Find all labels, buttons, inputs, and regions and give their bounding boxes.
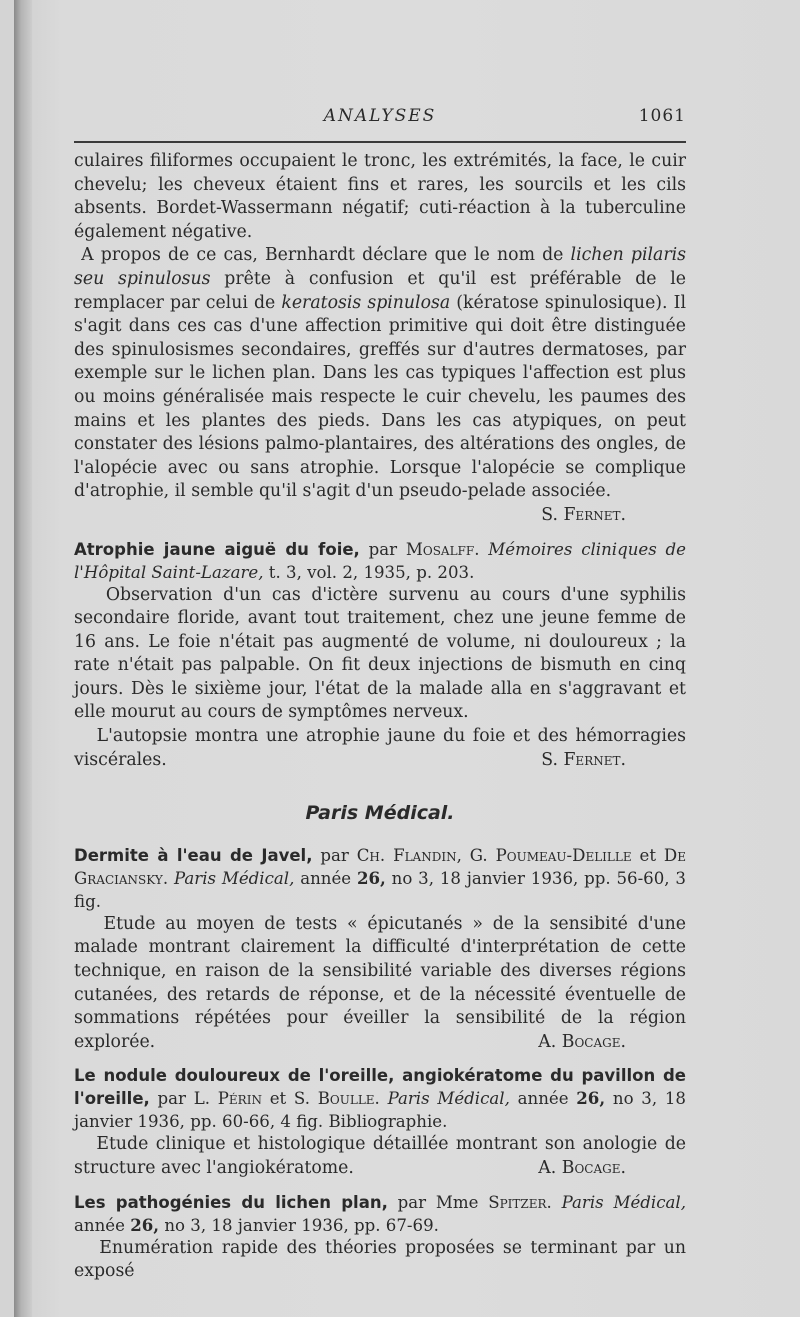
entry4-author: Spitzer. [488, 1192, 552, 1212]
section-title: Paris Médical. [305, 802, 455, 825]
entry-nodule [74, 1064, 686, 1180]
entry4-heading [74, 1191, 686, 1237]
book-page [14, 0, 800, 1317]
entry1-paragraph-2 [74, 725, 686, 772]
entry4-year: 26, [130, 1214, 160, 1235]
intro-p2-italic-2: keratosis spinulosa [281, 292, 451, 313]
entry1-title: Atrophie jaune aiguë du foie, [74, 539, 360, 559]
entry2-p-text: Etude au moyen de tests « épicutanés » de la sensibité d'une malade montrant clairement la difficulté d'interprétation de cette technique, en raison de la sensibilité variable des diverses régions cutanées, des retards de réponse, et de la nécessité éventuelle de sommations répétées pour éveiller la sensibilité de la région explorée. [74, 913, 686, 1052]
header-rule [74, 141, 686, 143]
entry2-authors: Ch. Flandin, G. Poumeau-Delille [356, 845, 632, 865]
entry4-p-text: Enumération rapide des théories proposées se terminant par un exposé [74, 1237, 686, 1282]
intro-paragraph-2 [74, 244, 687, 525]
entry3-year: 26, [576, 1088, 606, 1109]
entry2-heading [74, 844, 686, 913]
entry2-year: 26, [356, 867, 386, 888]
page-number: 1061 [638, 106, 686, 126]
intro-paragraph-1: culaires filiformes occupaient le tronc, les extrémités, la face, le cuir chevelu; les cheveux étaient fins et rares, les sourcils et les cils absents. Bordet-Wassermann négatif; cuti-réaction à la tuberculine également négative. [74, 151, 686, 242]
entry3-title: Le nodule douloureux de l'oreille, angiokératome du pavillon de l'oreille, [74, 1066, 686, 1109]
entry2-source: Paris Médical, [168, 868, 295, 888]
entry4-source-b: no 3, 18 janvier 1936, pp. 67-69. [159, 1215, 439, 1235]
entry3-p-text: Etude clinique et histologique détaillée montrant son anologie de structure avec l'angiokératome. [74, 1134, 686, 1178]
entry-dermite [74, 844, 686, 1055]
entry3-source-b: no 3, 18 janvier 1936, pp. 60-66, 4 fig. Bibliographie. [74, 1089, 686, 1132]
entry3-and: et [261, 1089, 294, 1109]
entry4-title: Les pathogénies du lichen plan, [74, 1192, 388, 1212]
entry1-author: Mosalff. [405, 539, 480, 559]
intro-signature: S. Fernet. [541, 504, 626, 525]
entry1-paragraph-1 [74, 584, 686, 726]
entry3-by: par [149, 1089, 194, 1109]
entry4-source-a: année [74, 1215, 131, 1235]
entry2-author-last: De Graciansky. [74, 845, 686, 888]
intro-p2-b: prête à confusion et qu'il est préférable de le remplacer par celui de [74, 268, 687, 313]
entry3-source-a: année [509, 1089, 577, 1109]
entry2-paragraph [74, 913, 686, 1055]
entry1-heading [74, 538, 686, 584]
entry3-heading [74, 1064, 686, 1133]
intro-p2-a: A propos de ce cas, Bernhardt déclare que le nom de [81, 245, 571, 266]
entry2-and: et [631, 845, 664, 865]
entry3-author-last: S. Boulle. [293, 1089, 380, 1109]
entry1-p2-text: L'autopsie montra une atrophie jaune du foie et des hémorragies viscérales. [74, 726, 686, 770]
entry-lichen [74, 1191, 686, 1284]
entry2-source-b: no 3, 18 janvier 1936, pp. 56-60, 3 fig. [74, 868, 686, 911]
page-content [74, 150, 686, 1284]
intro-p2-italic-1: lichen pilaris seu spinulosus [74, 245, 686, 289]
entry2-signature: A. Bocage. [538, 1031, 626, 1052]
entry3-paragraph [74, 1133, 686, 1180]
entry3-source: Paris Médical, [379, 1089, 510, 1109]
entry1-p1-text: Observation d'un cas d'ictère survenu au cours d'une syphilis secondaire floride, avant tout traitement, chez une jeune femme de 16 ans. Le foie n'était pas augmenté de volume, ni douloureux ; la rate n'était pas palpable. On fit deux injections de bismuth en cinq jours. Dès le sixième jour, l'état de la malade alla en s'aggravant et elle mourut au cours de symptômes nerveux. [74, 584, 687, 723]
entry4-paragraph [74, 1237, 686, 1284]
entry3-authors: L. Périn [193, 1089, 262, 1109]
entry3-signature: A. Bocage. [538, 1158, 626, 1178]
entry2-title: Dermite à l'eau de Javel, [74, 845, 313, 865]
page-header [74, 106, 686, 128]
entry1-signature: S. Fernet. [541, 749, 626, 770]
entry1-source: Mémoires cliniques de l'Hôpital Saint-Lazare, [74, 539, 686, 582]
entry1-by: par [359, 539, 406, 559]
entry2-source-a: année [294, 868, 357, 888]
entry1-source-rest: t. 3, vol. 2, 1935, p. 203. [263, 562, 475, 582]
entry4-source: Paris Médical, [551, 1192, 686, 1212]
entry4-by: par Mme [387, 1192, 489, 1212]
page-binding-edge [14, 0, 32, 1317]
running-title: ANALYSES [323, 106, 437, 126]
intro-p2-c: (kératose spinulosique). Il s'agit dans ces cas d'une affection primitive qui doit être distinguée des spinulosismes secondaires, greffés sur d'autres dermatoses, par exemple sur le lichen plan. Dans les cas typiques l'affection est plus ou moins généralisée mais respecte le cuir chevelu, les paumes des mains et les plantes des pieds. Dans les cas atypiques, on peut constater des lésions palmo-plantaires, des altérations des ongles, de l'alopécie avec ou sans atrophie. Lorsque l'alopécie se complique d'atrophie, il semble qu'il s'agit d'un pseudo-pelade associée. [74, 292, 686, 502]
entry2-by: par [312, 845, 357, 865]
entry-atrophie [74, 538, 686, 773]
